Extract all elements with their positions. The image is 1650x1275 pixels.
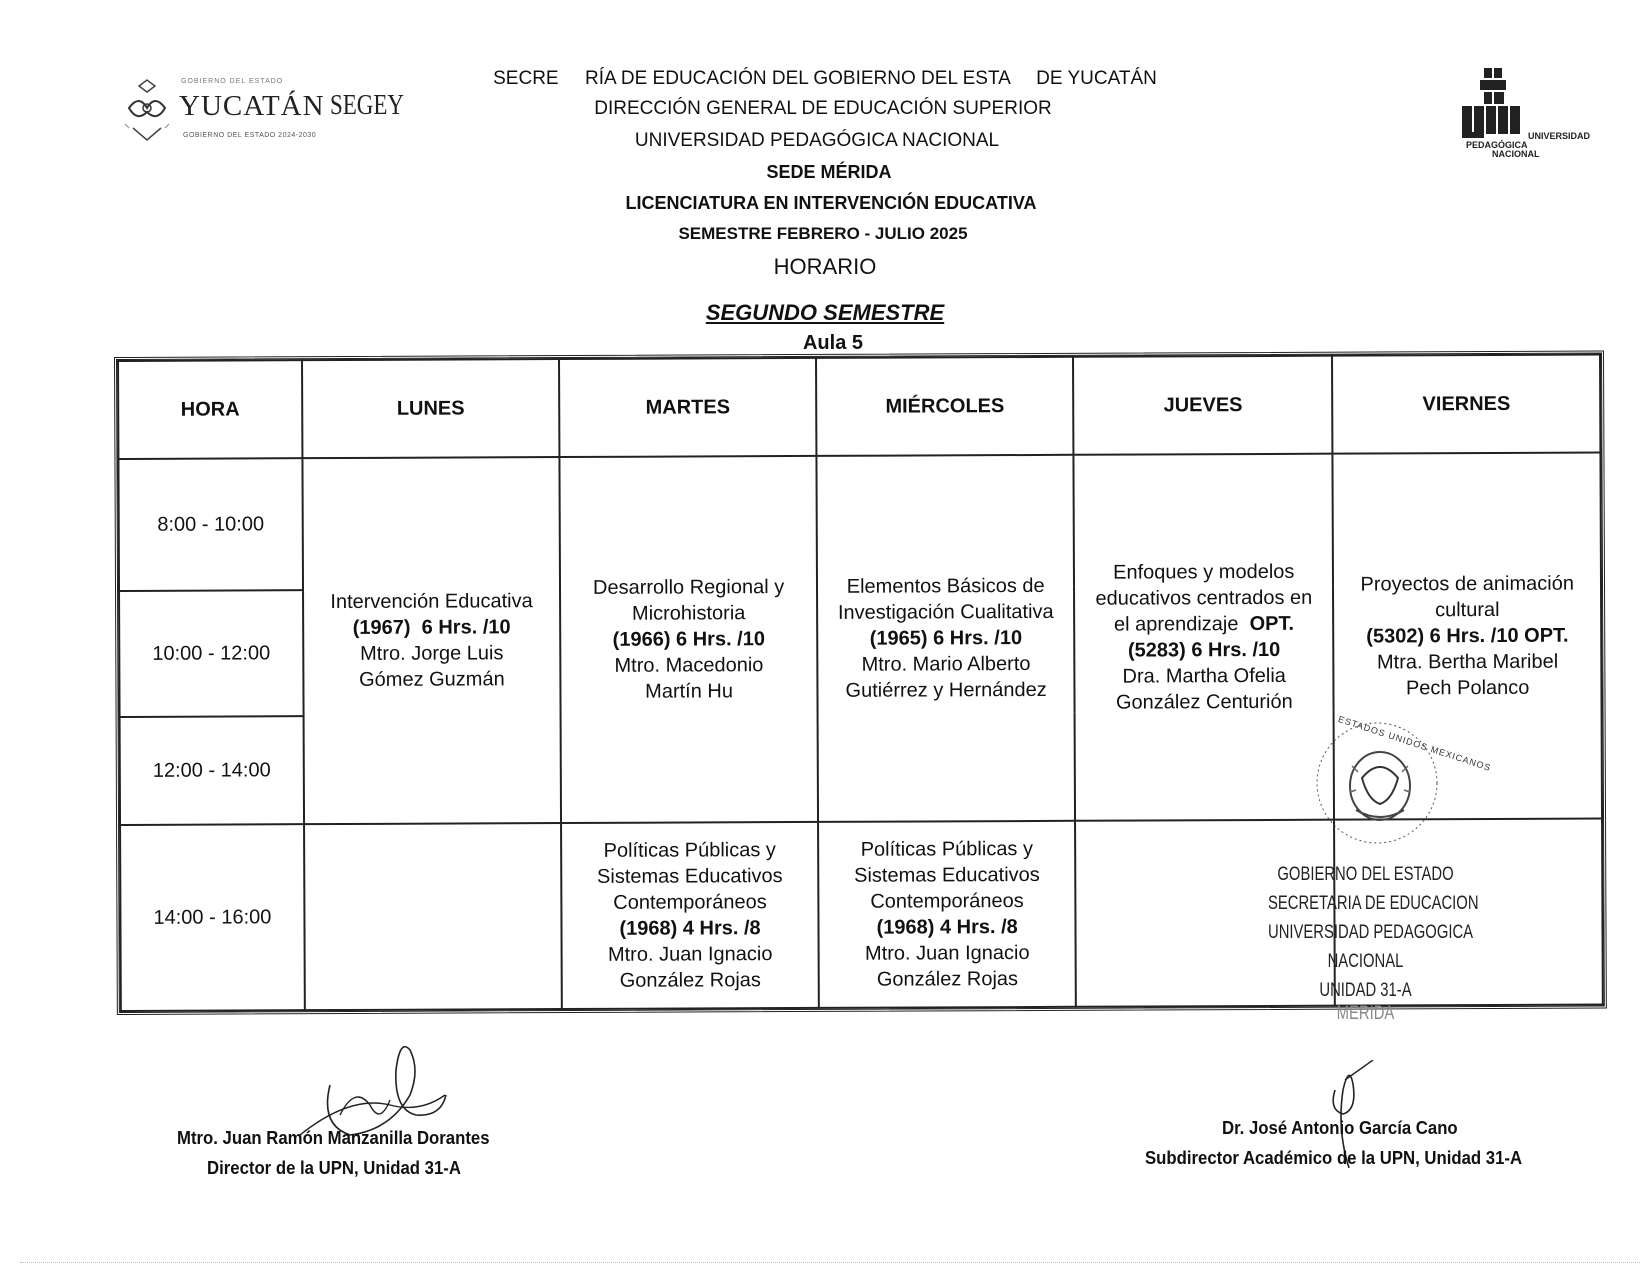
upn-line1: UNIVERSIDAD [1528, 131, 1591, 141]
time-slot: 10:00 - 12:00 [119, 591, 303, 718]
class-name: Sistemas Educativos [854, 863, 1040, 887]
class-name: Proyectos de animación [1360, 572, 1574, 596]
col-header-jueves: JUEVES [1073, 356, 1333, 455]
signature-left-icon [290, 1025, 450, 1145]
time-slot: 12:00 - 14:00 [120, 717, 304, 825]
header-semestre-periodo: SEMESTRE FEBRERO - JULIO 2025 [678, 224, 968, 243]
yucatan-top-text: GOBIERNO DEL ESTADO [181, 78, 284, 85]
header-secretaria: SECRE RÍA DE EDUCACIÓN DEL GOBIERNO DEL ESTA DE YUCATÁN [493, 68, 1157, 89]
class-teacher: Mtra. Bertha Maribel [1376, 650, 1559, 674]
class-miercoles [817, 455, 1076, 822]
class-code: (5283) 6 Hrs. /10 [1127, 638, 1281, 662]
header-universidad: UNIVERSIDAD PEDAGÓGICA NACIONAL [634, 130, 1000, 151]
header-aula: Aula 5 [802, 332, 864, 354]
col-header-viernes: VIERNES [1332, 355, 1600, 454]
header-segundo-semestre: SEGUNDO SEMESTRE [705, 300, 945, 325]
class-teacher: Martín Hu [645, 680, 733, 703]
class-teacher: Mtro. Juan Ignacio [864, 941, 1030, 965]
header-horario: HORARIO [773, 254, 877, 279]
class-teacher: González Rojas [619, 969, 761, 992]
class-name: cultural [1435, 599, 1500, 622]
class-teacher: Mtro. Juan Ignacio [607, 943, 773, 966]
time-slot: 14:00 - 16:00 [120, 824, 305, 1011]
class-name: educativos centrados en [1095, 586, 1313, 610]
seal-line4: NACIONAL [1327, 951, 1404, 972]
class-code: (5302) 6 Hrs. /10 OPT. [1366, 624, 1569, 648]
class-name: Políticas Públicas y [603, 839, 776, 862]
signer-left-name: Mtro. Juan Ramón Manzanilla Dorantes [177, 1128, 490, 1148]
class-code: (1967) 6 Hrs. /10 [352, 616, 511, 640]
class-teacher: Dra. Martha Ofelia [1122, 664, 1286, 688]
class-code: (1968) 4 Hrs. /8 [876, 916, 1018, 939]
header-licenciatura: LICENCIATURA EN INTERVENCIÓN EDUCATIVA [625, 193, 1037, 213]
class-teacher: Mtro. Macedonio [614, 654, 764, 677]
class-name: Contemporáneos [870, 890, 1024, 913]
header-sede: SEDE MÉRIDA [766, 162, 892, 182]
class-lunes-tarde-empty [304, 823, 562, 1010]
class-lunes [302, 457, 561, 824]
class-teacher: Gutiérrez y Hernández [845, 678, 1047, 702]
official-seal-icon [1312, 718, 1442, 848]
class-opt-tag: OPT. [1249, 612, 1295, 636]
upn-line3: NACIONAL [1492, 149, 1540, 159]
yucatan-sub-text: GOBIERNO DEL ESTADO 2024-2030 [183, 132, 317, 139]
class-teacher: Mtro. Jorge Luis [360, 642, 504, 665]
class-code: (1965) 6 Hrs. /10 [869, 627, 1023, 650]
time-slot: 8:00 - 10:00 [118, 458, 303, 591]
col-header-hora: HORA [118, 360, 302, 459]
class-jueves [1074, 454, 1335, 821]
class-name: el aprendizaje [1113, 613, 1239, 636]
class-miercoles-tarde [818, 821, 1076, 1008]
class-teacher: Mtro. Mario Alberto [861, 653, 1031, 676]
seal-line3: UNIVERSIDAD PEDAGOGICA [1268, 922, 1474, 943]
seal-line2: SECRETARIA DE EDUCACION [1268, 893, 1479, 914]
class-teacher: González Centurión [1115, 690, 1293, 714]
col-header-martes: MARTES [559, 358, 817, 457]
class-teacher: Gómez Guzmán [359, 668, 505, 691]
seal-line6: MERIDA [1336, 1003, 1395, 1024]
signer-right-role: Subdirector Académico de la UPN, Unidad 31-A [1145, 1148, 1523, 1168]
col-header-lunes: LUNES [302, 359, 560, 458]
table-header-row [118, 355, 1600, 460]
segey-logo: SEGEY [330, 90, 404, 121]
class-martes [559, 456, 818, 823]
class-martes-tarde [561, 822, 819, 1009]
class-code: (1968) 4 Hrs. /8 [619, 917, 761, 940]
upn-line2: PEDAGÓGICA [1466, 140, 1528, 150]
class-teacher: Pech Polanco [1405, 676, 1530, 700]
class-name: Intervención Educativa [330, 590, 533, 614]
class-name: Contemporáneos [613, 891, 767, 914]
header-direccion: DIRECCIÓN GENERAL DE EDUCACIÓN SUPERIOR [594, 98, 1052, 119]
seal-ring-text: ESTADOS UNIDOS MEXICANOS [1336, 714, 1493, 774]
class-name: Políticas Públicas y [860, 837, 1034, 861]
seal-text [1268, 860, 1479, 1024]
class-name: Sistemas Educativos [596, 865, 783, 888]
class-name: Microhistoria [631, 602, 746, 625]
seal-line5: UNIDAD 31-A [1319, 980, 1412, 1001]
class-teacher: González Rojas [876, 968, 1019, 991]
class-name: Desarrollo Regional y [592, 576, 785, 599]
class-name: Elementos Básicos de [846, 574, 1045, 598]
signer-left-role: Director de la UPN, Unidad 31-A [207, 1158, 461, 1178]
class-name: Investigación Cualitativa [837, 600, 1054, 624]
signer-right-name: Dr. José Antonio García Cano [1222, 1118, 1458, 1138]
table-row [118, 453, 1601, 592]
yucatan-word: YUCATÁN [179, 90, 325, 122]
class-code: (1966) 6 Hrs. /10 [612, 628, 766, 651]
seal-line1: GOBIERNO DEL ESTADO [1277, 864, 1454, 885]
col-header-miercoles: MIÉRCOLES [816, 357, 1074, 456]
class-name: Enfoques y modelos [1113, 560, 1295, 584]
page-bottom-edge [20, 1262, 1640, 1263]
